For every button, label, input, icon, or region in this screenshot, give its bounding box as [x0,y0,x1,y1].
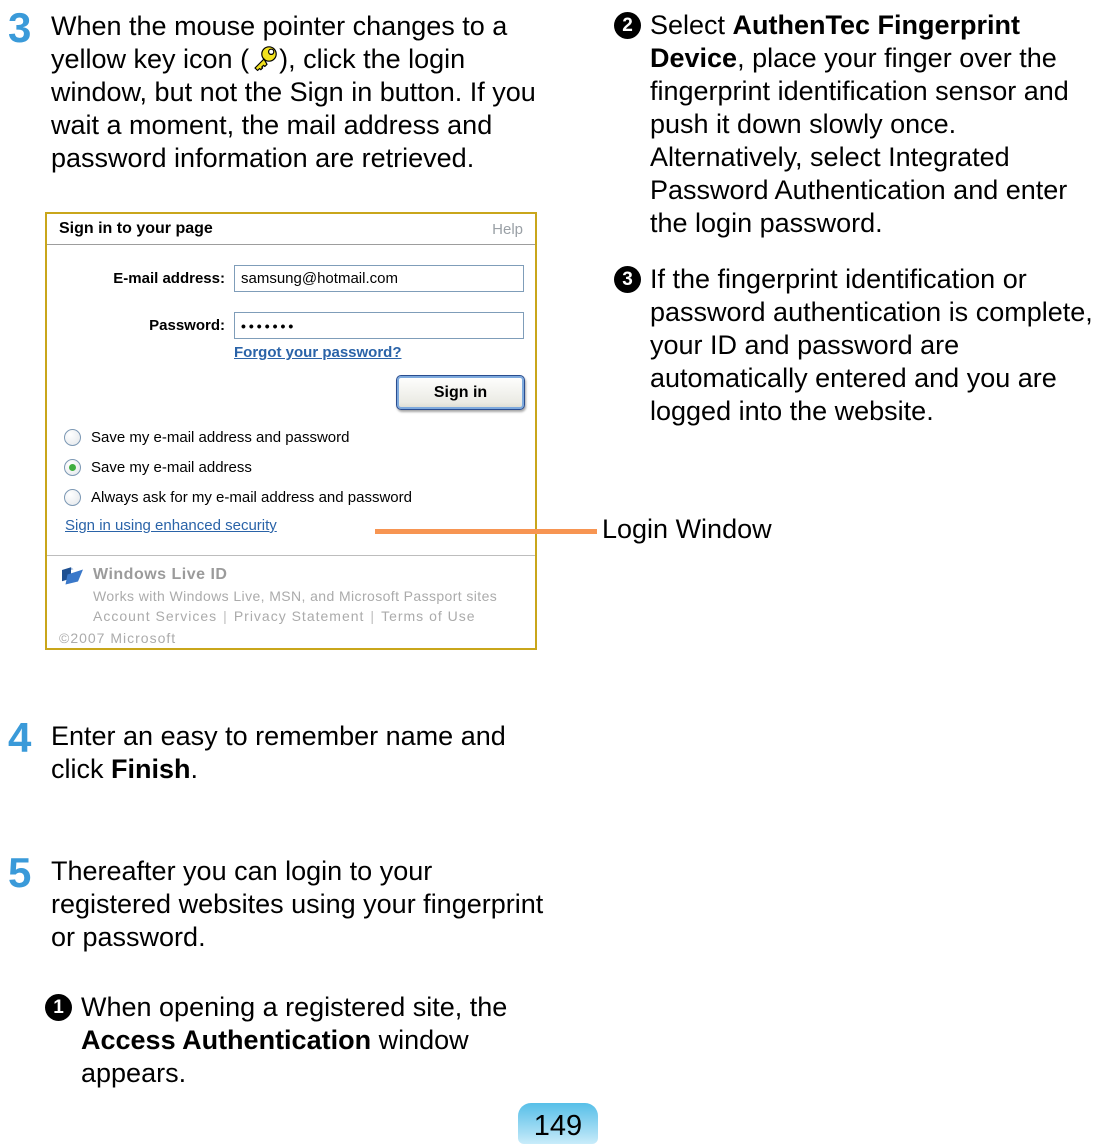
email-field[interactable] [234,265,524,292]
login-window-label: Login Window [602,514,772,544]
enhanced-security-link[interactable]: Sign in using enhanced security [65,517,277,534]
email-label: E-mail address: [113,270,225,287]
dialog-divider [47,555,535,556]
signin-dialog [45,212,537,650]
password-field[interactable] [234,312,524,339]
step-4-text [51,720,548,786]
step-5 [8,849,548,954]
footer-links [93,608,476,624]
step-3-text-post: ), click the login window, but not the Sign in button. If you wait a moment, the mail address and password information are retrieved. [51,44,536,173]
radio-button-selected-icon [64,459,81,476]
step-4-number: 4 [8,714,32,761]
radio-always-ask[interactable] [64,487,412,507]
account-services-link[interactable]: Account Services [93,608,218,624]
note-3 [614,263,1106,428]
note-2-text-post: , place your finger over the fingerprint identification sensor and push it down slowly once. Alternatively, select Integrated Password Authentication and enter the login password. [650,43,1069,238]
step-5-text: Thereafter you can login to your registered websites using your fingerprint or password. [51,856,544,952]
privacy-statement-link[interactable]: Privacy Statement [233,608,365,624]
note-1-text-pre: When opening a registered site, the [81,992,508,1022]
note-1 [45,991,550,1090]
password-label: Password: [149,317,225,334]
step-3-text-pre: When the mouse pointer changes to a yellow key icon ( [51,11,508,74]
note-3-text: If the fingerprint identification or password authentication is complete, your ID and password are automatically entered and you are logged into the website. [650,264,1093,426]
note-2-text-pre: Select [650,10,733,40]
forgot-password-link[interactable]: Forgot your password? [234,344,402,361]
windows-live-id-description: Works with Windows Live, MSN, and Microsoft Passport sites [93,588,498,604]
radio-label: Save my e-mail address and password [91,428,350,446]
terms-of-use-link[interactable]: Terms of Use [381,608,476,624]
note-2 [614,9,1106,240]
step-3-text [51,10,548,175]
windows-live-id-brand: Windows Live ID [93,566,228,583]
callout-line [375,529,597,534]
radio-button-icon [64,429,81,446]
finish-bold: Finish [111,754,191,784]
windows-live-id-icon [59,565,86,592]
footer-link-separator: | [223,608,228,624]
circled-2-icon: 2 [614,12,641,39]
step-3-number: 3 [8,4,32,51]
radio-label: Always ask for my e-mail address and password [91,488,412,506]
sign-in-button[interactable]: Sign in [396,375,525,410]
step-4-text-post: . [190,754,199,784]
circled-1-icon: 1 [45,994,72,1021]
dialog-title: Sign in to your page [59,220,213,237]
radio-button-icon [64,489,81,506]
note-1-text-post: window appears. [81,1025,469,1088]
footer-link-separator: | [370,608,376,624]
copyright-text: ©2007 Microsoft [59,630,177,646]
radio-label: Save my e-mail address [91,458,252,476]
circled-3-icon: 3 [614,266,641,293]
radio-save-email[interactable] [64,457,252,477]
key-icon [249,44,279,74]
page-number-badge: 149 [518,1103,598,1144]
step-5-number: 5 [8,849,32,896]
step-4 [8,714,548,786]
step-4-text-pre: Enter an easy to remember name and click [51,721,506,784]
authentec-bold: AuthenTec Fingerprint Device [650,10,1021,73]
access-authentication-bold: Access Authentication [81,1025,372,1055]
note-1-text [81,991,546,1090]
dialog-titlebar [47,214,535,245]
radio-save-email-and-password[interactable] [64,427,349,447]
step-3 [8,4,548,175]
note-2-text [650,9,1106,240]
help-link[interactable]: Help [492,221,523,238]
